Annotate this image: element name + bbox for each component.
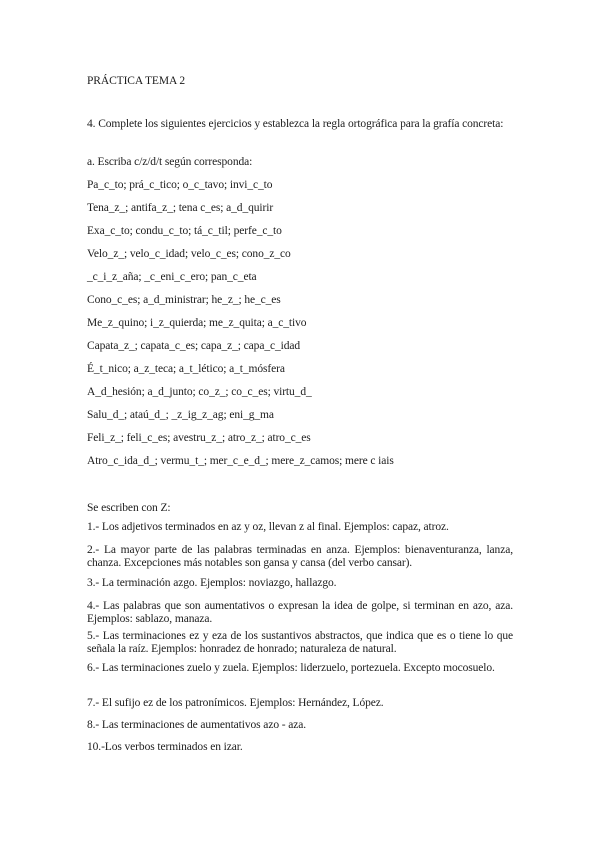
rule-item: 5.- Las terminaciones ez y eza de los sustantivos abstractos, que indica que es o tiene lo que señala la raíz. Ejemplos: honradez de honrado; naturaleza de natural. bbox=[87, 630, 513, 655]
exercise-line: _c_i_z_aña; _c_eni_c_ero; pan_c_eta bbox=[87, 271, 257, 283]
rule-item: 3.- La terminación azgo. Ejemplos: noviazgo, hallazgo. bbox=[87, 577, 337, 589]
exercise-line: Capata_z_; capata_c_es; capa_z_; capa_c_idad bbox=[87, 340, 301, 352]
exercise-instruction: 4. Complete los siguientes ejercicios y establezca la regla ortográfica para la grafía concreta: bbox=[87, 118, 504, 130]
exercise-line: Salu_d_; ataú_d_; _z_ig_z_ag; eni_g_ma bbox=[87, 409, 274, 421]
exercise-line: Atro_c_ida_d_; vermu_t_; mer_c_e_d_; mere_z_camos; mere c iais bbox=[87, 455, 394, 467]
exercise-line: Pa_c_to; prá_c_tico; o_c_tavo; invi_c_to bbox=[87, 179, 273, 191]
rule-item: 10.-Los verbos terminados en izar. bbox=[87, 741, 243, 753]
exercise-line: É_t_nico; a_z_teca; a_t_lético; a_t_mósfera bbox=[87, 363, 285, 375]
exercise-line: Me_z_quino; i_z_quierda; me_z_quita; a_c_tivo bbox=[87, 317, 307, 329]
rules-heading: Se escriben con Z: bbox=[87, 502, 171, 514]
exercise-line: Feli_z_; feli_c_es; avestru_z_; atro_z_; atro_c_es bbox=[87, 432, 311, 444]
exercise-line: Tena_z_; antifa_z_; tena c_es; a_d_quirir bbox=[87, 202, 274, 214]
exercise-line: Cono_c_es; a_d_ministrar; he_z_; he_c_es bbox=[87, 294, 281, 306]
rule-item: 1.- Los adjetivos terminados en az y oz, llevan z al final. Ejemplos: capaz, atroz. bbox=[87, 521, 449, 533]
rule-item: 4.- Las palabras que son aumentativos o expresan la idea de golpe, si terminan en azo, aza. Ejemplos: sablazo, manaza. bbox=[87, 600, 513, 625]
rule-item: 8.- Las terminaciones de aumentativos azo - aza. bbox=[87, 719, 307, 731]
page-title: PRÁCTICA TEMA 2 bbox=[87, 75, 185, 87]
rule-item: 2.- La mayor parte de las palabras terminadas en anza. Ejemplos: bienaventuranza, lanza, chanza. Excepciones más notables son gansa y cansa (del verbo cansar). bbox=[87, 544, 513, 569]
exercise-line: A_d_hesión; a_d_junto; co_z_; co_c_es; virtu_d_ bbox=[87, 386, 312, 398]
rule-item: 6.- Las terminaciones zuelo y zuela. Ejemplos: liderzuelo, portezuela. Excepto mocosuelo. bbox=[87, 662, 495, 674]
exercise-line: Exa_c_to; condu_c_to; tá_c_til; perfe_c_to bbox=[87, 225, 282, 237]
exercise-line: Velo_z_; velo_c_idad; velo_c_es; cono_z_co bbox=[87, 248, 291, 260]
rule-item: 7.- El sufijo ez de los patronímicos. Ejemplos: Hernández, López. bbox=[87, 697, 384, 709]
exercise-subinstruction: a. Escriba c/z/d/t según corresponda: bbox=[87, 156, 253, 168]
